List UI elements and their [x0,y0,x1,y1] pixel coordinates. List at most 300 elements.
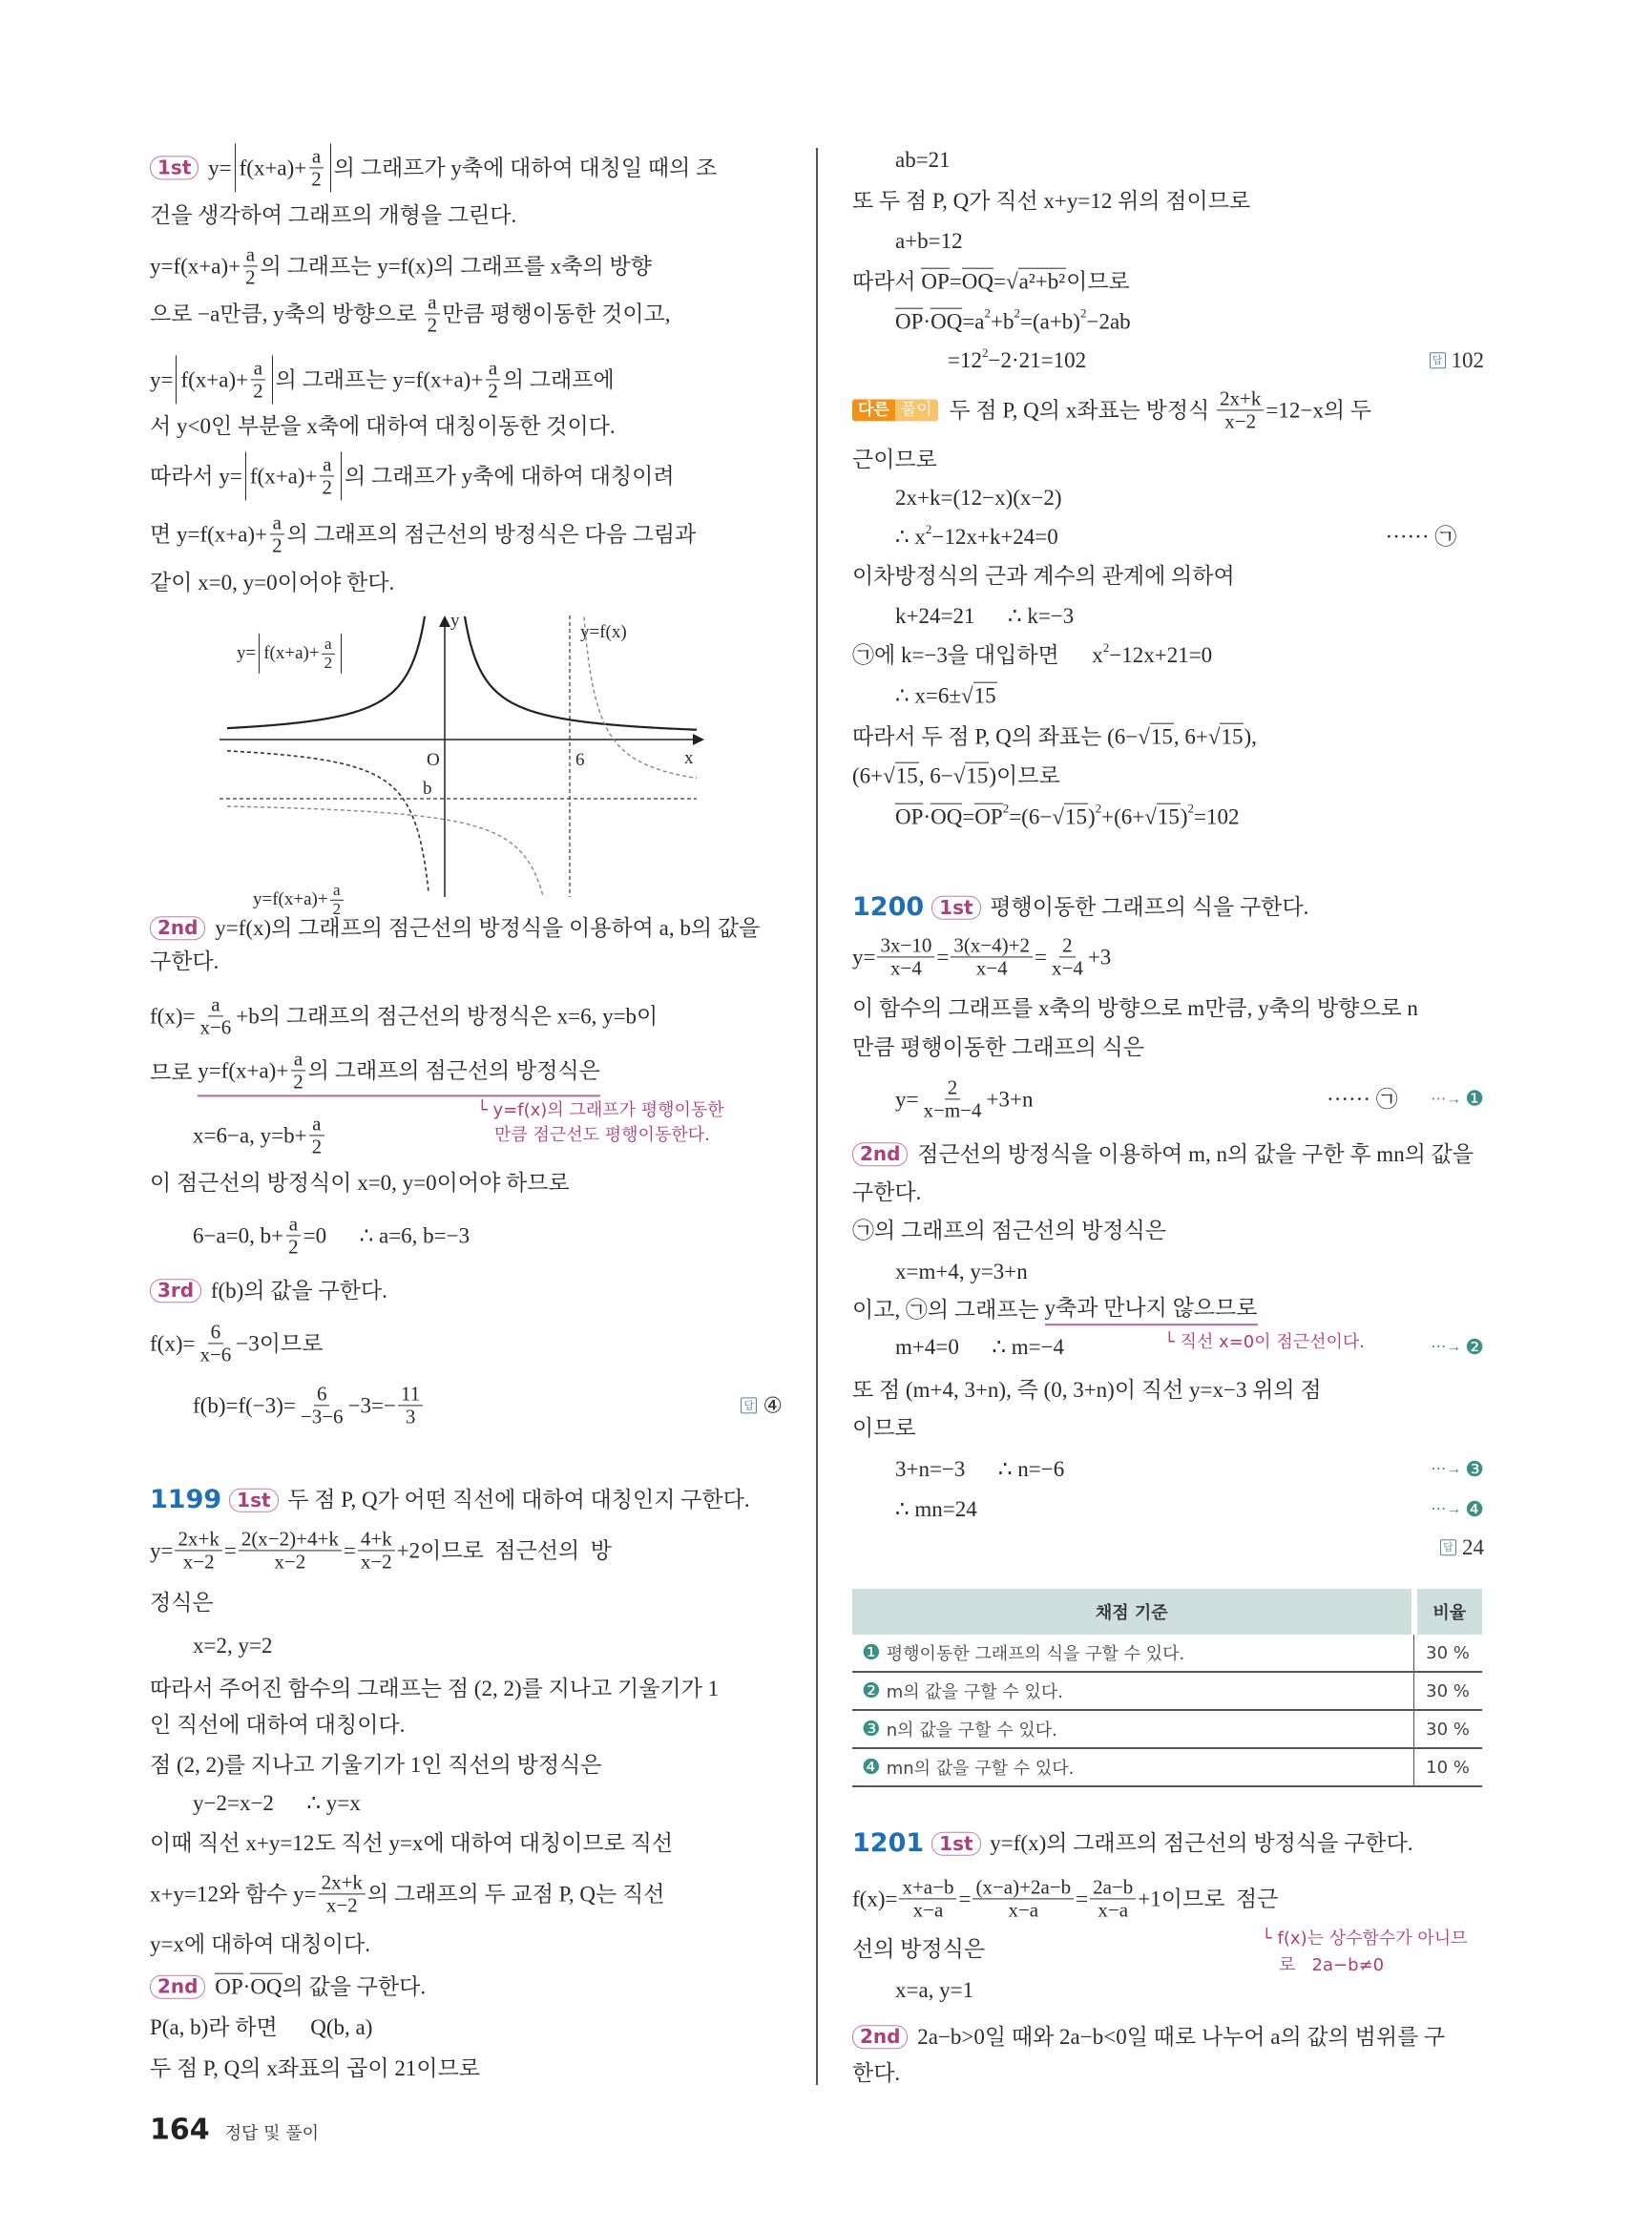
scoring-marker-icon: ❷ [862,1679,881,1703]
problem-number: 1200 [852,891,925,922]
fraction [308,145,324,190]
text-line [852,2060,1484,2087]
denominator: 2 [311,1135,323,1158]
text-run: · [242,1974,251,1999]
criteria-cell [852,1672,1414,1710]
ratio-value: 30 % [1426,1680,1470,1701]
label-shifted-curve [253,882,345,918]
text-run: O [427,750,440,770]
radical-sign: √ [1052,804,1064,829]
right-aligned-group [1431,1457,1484,1482]
numerator: 2x+k [319,1871,366,1894]
text-line [150,1485,783,1515]
text-line [150,993,783,1038]
numerator: a [251,357,265,380]
right-aligned-group [741,1392,783,1419]
text-run: = [958,1887,972,1911]
radical-sign: √ [1144,804,1157,829]
text-run: 므로 [150,1060,199,1085]
text-run: = [993,269,1007,294]
text-line [852,147,1484,174]
square-root [1144,803,1181,831]
text-line [150,511,783,556]
right-aligned-group [1431,1497,1484,1522]
denominator: −3−6 [300,1405,344,1428]
text-run: y=f(x)의 그래프의 점근선의 방정식을 구한다. [984,1831,1413,1856]
step-badge: 3rd [150,1280,201,1303]
text-run: x+y=12와 함수 y= [150,1882,317,1907]
table-row [852,1672,1482,1710]
denominator: x−4 [1051,956,1083,980]
text-line [852,1456,1484,1483]
text-run: ······ ㉠ [1327,1087,1432,1112]
fraction [330,882,345,918]
page-footer [150,2114,319,2147]
text-line [852,1141,1484,1168]
denominator: 2 [293,1070,303,1094]
criteria-cell [852,1710,1414,1748]
text-line [150,1676,783,1702]
text-run: 또 두 점 P, Q가 직선 x+y=12 위의 점이므로 [852,189,1251,214]
text-line [150,1383,783,1428]
text-run: −12x+21=0 [1109,643,1213,668]
text-run: 두 점 P, Q가 어떤 직선에 대하여 대칭인지 구한다. [282,1488,750,1512]
text-line [150,2055,783,2082]
text-run: −2·21=102 [988,348,1087,373]
segment-overline: OQ [931,309,963,334]
answer-value: 102 [1451,348,1484,373]
step-badge: 1st [931,895,980,919]
underlined-phrase [198,1048,600,1096]
text-line [150,1170,783,1197]
problem-number: 1201 [852,1827,925,1858]
radical-sign: √ [1006,269,1018,294]
text-run: 점근선의 방정식을 이용하여 m, n의 값을 구한 후 mn의 값을 [911,1142,1474,1167]
text-run: a+b=12 [895,229,963,254]
text-run: f(x+a)+ [249,464,318,489]
segment-overline: OP [974,804,1003,829]
radicand: 15 [1150,724,1173,749]
text-run: ······ ㉠ [1385,525,1484,550]
fraction [298,1383,346,1428]
label-abs-curve [237,634,345,674]
criteria-text: m의 값을 구할 수 있다. [886,1682,1063,1702]
annotation-note [1279,1951,1384,1976]
denominator: x−6 [199,1015,232,1039]
fraction [398,1383,423,1428]
square-root [1052,803,1088,831]
scoring-criteria-table [852,1589,1482,1787]
text-line [852,892,1484,923]
segment-overline: OQ [961,269,994,294]
text-run: = [343,1538,356,1563]
criteria-cell [852,1748,1414,1786]
text-run: 따라서 두 점 P, Q의 좌표는 (6− [852,724,1139,749]
radical-sign: √ [952,763,966,788]
text-run: 이므로 [1066,269,1130,294]
segment-overline: OP [215,1974,243,1999]
right-aligned-group [1431,1335,1484,1360]
footer-title: 정답 및 풀이 [224,2123,320,2144]
criteria-text: 평행이동한 그래프의 식을 구할 수 있다. [886,1644,1185,1664]
numerator: a [425,291,439,314]
text-run: 이 함수의 그래프를 x축의 방향으로 m만큼, y축의 방향으로 n [852,996,1418,1021]
label-x-axis [684,748,694,769]
text-run: =12−x의 두 [1265,398,1372,423]
text-run: = [223,1538,237,1563]
ratio-value: 10 % [1426,1757,1470,1778]
text-run: 6−a=0, b+ [193,1223,284,1248]
text-run: = [949,269,962,294]
text-run: +b [991,309,1014,334]
criteria-cell [852,1635,1414,1672]
fraction [1090,1876,1136,1921]
text-run: f(x+a)+ [239,156,307,180]
fraction [322,636,336,672]
text-line [852,642,1484,669]
text-run: └ 직선 x=0이 점근선이다. [1164,1332,1366,1352]
badge-part: 다른 [852,400,895,421]
criteria-text: n의 값을 구할 수 있다. [886,1720,1057,1741]
text-run: k+24=21 ∴ k=−3 [895,604,1075,629]
text-run: ) [1180,804,1188,829]
denominator: x−2 [360,1550,392,1574]
text-run: y=f(x+a)+ [253,889,328,909]
text-run: 정식은 [150,1591,214,1616]
text-run: y= [852,945,876,970]
denominator: 2 [253,379,263,403]
text-line [150,1633,783,1659]
text-line [852,1179,1484,1206]
text-run: x=2, y=2 [193,1634,273,1658]
text-run: 의 그래프의 점근선의 방정식은 [307,1058,600,1083]
text-run: 의 그래프가 y축에 대하여 대칭일 때의 조 [333,156,718,180]
denominator: x−4 [889,956,922,980]
underlined-phrase [1045,1295,1258,1325]
problem-number: 1199 [150,1484,222,1514]
text-run: ∴ x=6± [895,683,961,708]
text-run: y=f(x) [580,622,627,642]
text-run: 2x+k=(12−x)(x−2) [895,486,1062,511]
radicand: a²+b² [1018,269,1066,294]
text-run: 의 그래프의 점근선의 방정식은 다음 그림과 [286,522,697,547]
numerator: a [486,357,500,380]
radicand: 15 [1064,804,1087,829]
denominator: 2 [245,265,256,289]
step-badge: 2nd [150,1975,205,1999]
radicand: 15 [1221,724,1244,749]
fraction [285,1213,302,1258]
text-line [852,1218,1484,1244]
denominator: 2 [427,313,438,337]
text-line [150,355,783,404]
fraction [175,1528,221,1573]
numerator: a [330,882,344,901]
text-run: 의 값을 구한다. [282,1974,427,1999]
fraction [197,993,234,1038]
fraction [1049,934,1086,979]
text-run: y= [237,643,257,663]
text-line [852,188,1484,215]
text-run: 만큼 점근선도 평행이동한다. [494,1125,710,1145]
square-root [1208,723,1244,751]
text-run: +3+n [986,1087,1034,1112]
text-line [150,1712,783,1739]
text-run: =(a+b) [1019,309,1080,334]
text-line [852,803,1484,831]
denominator: 2 [311,167,322,191]
annotation-note [494,1121,710,1146]
text-run: ), [1244,724,1257,749]
text-run: 구한다. [150,949,220,974]
text-run: (6+ [852,763,884,788]
arrow-icon: ⋯→ [1431,1501,1466,1518]
fraction [899,1876,956,1921]
fraction [425,291,441,336]
scoring-marker-icon: ❹ [862,1756,881,1780]
right-aligned-group [1386,524,1484,551]
radical-sign: √ [1138,724,1150,749]
text-run: 인 직선에 대하여 대칭이다. [150,1713,406,1738]
answer-icon: 답 [1430,353,1446,369]
answer-icon: 답 [741,1398,757,1414]
text-line [852,387,1484,432]
arrow-icon: ⋯→ [1431,1339,1466,1356]
text-line [150,1931,783,1958]
numerator: 4+k [358,1528,395,1551]
text-line [150,243,783,288]
radicand: 15 [973,683,996,708]
segment-overline: OQ [250,1974,282,1999]
text-run: 의 그래프의 두 교점 P, Q는 직선 [366,1882,665,1907]
text-line [852,1259,1484,1285]
text-run: y= [895,1087,919,1112]
text-run: = [936,945,950,970]
text-run: 이때 직선 x+y=12도 직선 y=x에 대하여 대칭이므로 직선 [150,1831,674,1856]
denominator: x−2 [325,1893,358,1917]
text-line [150,1973,783,2001]
text-run: 3+n=−3 ∴ n=−6 [895,1457,1065,1482]
text-run: · [923,309,931,334]
text-run: 같이 x=0, y=0이어야 한다. [150,571,395,595]
text-run: ab=21 [895,148,951,173]
text-line [852,305,1484,336]
radical-sign: √ [1207,724,1221,749]
text-run: =(6− [1009,804,1053,829]
numerator: a [208,993,222,1016]
text-run: x=a, y=1 [895,1978,974,2003]
fraction [877,934,934,979]
text-line [150,291,783,336]
denominator: 2 [322,475,333,499]
text-run: −3=− [347,1393,396,1418]
text-run: 이고, ㉠의 그래프는 [852,1298,1045,1323]
text-run: x=m+4, y=3+n [895,1260,1028,1284]
fraction [320,453,336,498]
text-run: └ f(x)는 상수함수가 아니므 [1262,1929,1468,1949]
text-run: 으로 −a만큼, y축의 방향으로 [150,302,423,326]
text-run: y= [150,1538,174,1563]
text-line [852,524,1484,551]
answer-icon: 답 [1440,1540,1456,1556]
scoring-marker-icon: ❸ [1465,1456,1484,1481]
text-run: )이므로 [989,763,1060,788]
numerator: a [270,511,284,534]
absolute-value [176,355,272,404]
denominator: 2 [324,653,333,672]
ratio-cell [1414,1748,1483,1786]
text-run: 6 [575,750,585,770]
text-run: =12 [948,348,982,373]
text-line [852,1876,1484,1921]
text-line [852,762,1484,790]
numerator: 2 [1059,934,1076,957]
denominator: x−a [1008,1898,1039,1922]
text-run: =a [962,309,985,334]
text-run: 2a−b>0일 때와 2a−b<0일 때로 나누어 a의 값의 범위를 구 [911,2025,1446,2050]
step-badge: 1st [150,156,199,180]
text-run: └ y=f(x)의 그래프가 평행이동한 [477,1100,724,1120]
text-line [150,1752,783,1779]
text-line [150,1528,783,1573]
text-line [852,603,1484,630]
text-line [852,1534,1484,1561]
badge-part: 풀이 [895,400,938,421]
segment-overline: OQ [931,804,963,829]
superscript: 2 [1014,305,1020,321]
annotation-note [477,1096,724,1121]
text-line [150,451,783,500]
numerator: a [309,145,324,168]
fraction [1217,387,1264,432]
superscript: 2 [1079,305,1087,321]
text-line [150,570,783,596]
text-run: ∴ x [895,525,926,550]
answer-value: ④ [763,1393,783,1418]
denominator: x−2 [274,1550,306,1574]
text-run: =0 ∴ a=6, b=−3 [303,1223,471,1248]
text-run: −12x+k+24=0 [931,525,1058,550]
criteria-text: mn의 값을 구할 수 있다. [886,1759,1075,1779]
label-f-curve [580,622,627,643]
superscript: 2 [1095,801,1102,816]
fraction [250,357,266,402]
numerator: 2(x−2)+4+k [239,1528,342,1551]
text-run: y=f(x)의 그래프의 점근선의 방정식을 이용하여 a, b의 값을 [209,916,761,941]
label-origin [427,750,440,771]
text-run: m+4=0 ∴ m=−4 [895,1335,1065,1360]
text-line [852,995,1484,1022]
text-line [150,143,783,192]
text-line [852,934,1484,979]
scoring-marker-icon: ❶ [862,1641,881,1665]
text-line [852,485,1484,511]
numerator: 6 [314,1383,330,1406]
table-row [852,1635,1482,1672]
text-run: 건을 생각하여 그래프의 개형을 그린다. [150,203,517,228]
numerator: a [320,453,334,476]
text-run: y−2=x−2 ∴ y=x [193,1791,361,1816]
numerator: 3(x−4)+2 [951,934,1033,957]
fraction [239,1528,342,1573]
text-line [852,1295,1484,1325]
text-line [852,1828,1484,1859]
denominator: x−m−4 [923,1098,982,1122]
header-ratio: 비율 [1414,1589,1483,1635]
text-line [150,949,783,975]
segment-overline: OP [921,269,950,294]
text-run: 의 그래프는 y=f(x+a)+ [275,367,484,392]
text-line [150,1830,783,1857]
square-root [1006,268,1066,296]
text-run: f(b)=f(−3)= [193,1393,296,1418]
radical-sign: √ [883,763,895,788]
right-aligned-group [1440,1534,1484,1561]
ratio-value: 30 % [1426,1642,1470,1663]
denominator: 2 [288,1235,299,1259]
text-run: 의 그래프는 y=f(x)의 그래프를 x축의 방향 [260,254,652,279]
alternative-solution-badge [852,400,938,421]
fraction [319,1871,366,1916]
text-line [150,1871,783,1916]
text-run: = [1035,945,1047,970]
superscript: 2 [1187,801,1195,816]
denominator: x−6 [199,1343,232,1366]
denominator: 2 [332,899,342,918]
fraction [269,511,285,556]
text-run: P(a, b)라 하면 Q(b, a) [150,2015,373,2040]
absolute-value [259,634,342,674]
numerator: x+a−b [899,1876,956,1899]
text-run: f(x)= [852,1887,898,1911]
text-line [150,1213,783,1258]
text-line [852,563,1484,590]
step-badge: 1st [931,1831,980,1855]
denominator: 2 [488,379,498,403]
fraction [972,1876,1074,1921]
text-run: f(x)= [150,1004,196,1029]
fraction [358,1528,395,1573]
text-line [150,1048,783,1096]
square-root [883,762,919,790]
text-line [150,2014,783,2041]
superscript: 2 [1102,640,1110,656]
text-run: , 6+ [1173,724,1208,749]
radical-sign: √ [960,683,973,708]
superscript: 2 [981,345,989,361]
text-run: x=6−a, y=b+ [193,1123,307,1148]
numerator: 2x+k [1217,387,1264,410]
text-run: 선의 방정식은 [852,1937,986,1962]
column-divider [816,148,818,2085]
denominator: x−2 [182,1550,215,1574]
scoring-marker-icon: ❹ [1465,1496,1484,1521]
text-run: 이 점근선의 방정식이 x=0, y=0이어야 하므로 [150,1171,570,1196]
text-run: +2이므로 점근선의 방 [396,1538,612,1563]
text-line [150,915,783,942]
text-run: ㉠에 k=−3을 대입하면 x [852,643,1103,668]
denominator: 2 [272,533,282,557]
text-line [852,228,1484,255]
text-line [852,1977,1484,2004]
text-run: 두 점 P, Q의 x좌표의 곱이 21이므로 [150,2056,481,2081]
denominator: x−a [912,1898,944,1922]
text-line [852,347,1484,374]
square-root [953,762,990,790]
text-line [852,682,1484,710]
numerator: 2 [945,1076,961,1099]
radicand: 15 [1157,804,1180,829]
